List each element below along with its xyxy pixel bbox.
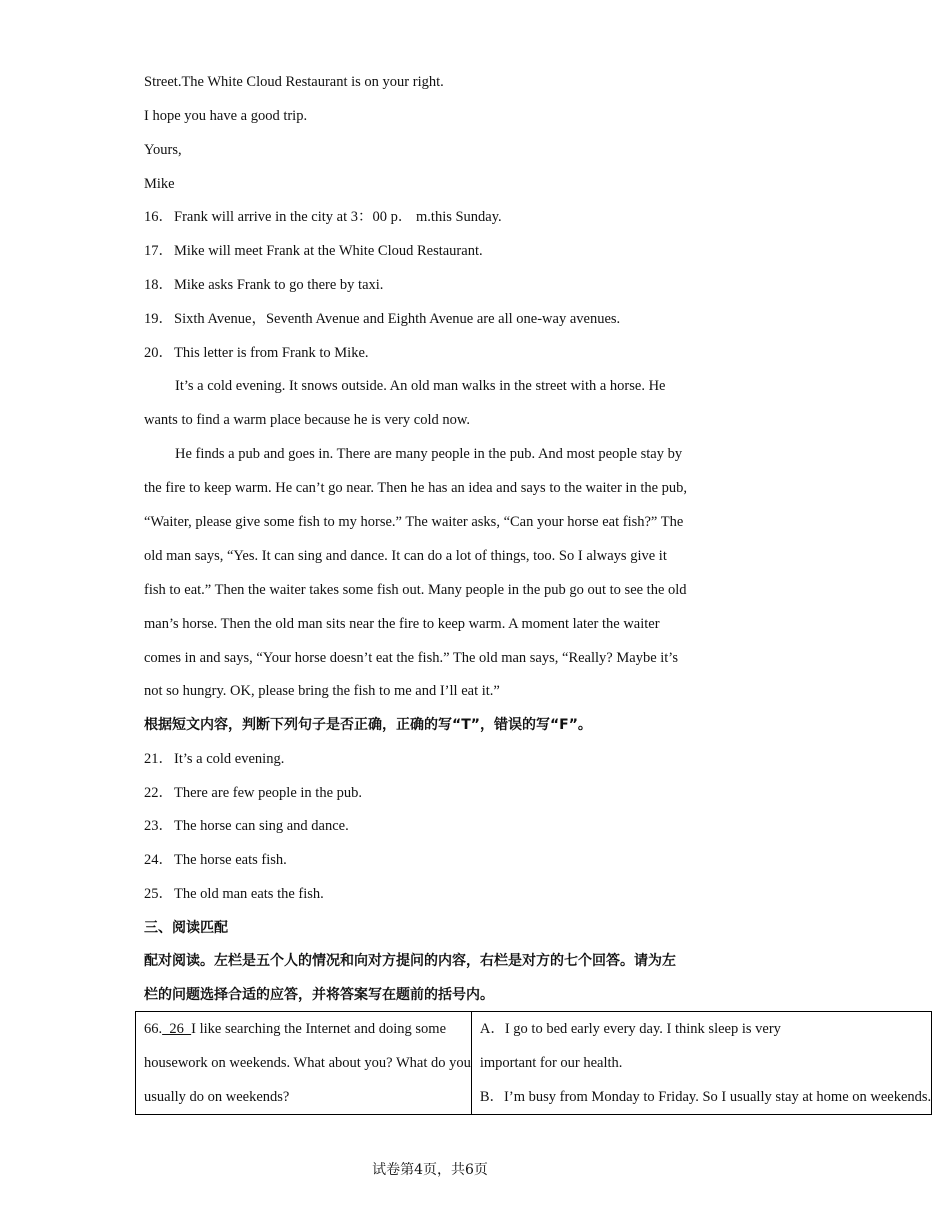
letter-signature: Mike xyxy=(144,176,175,192)
passage-line: not so hungry. OK, please bring the fish to me and I’ll eat it.” xyxy=(144,683,500,699)
question-18 xyxy=(144,275,383,295)
question-text: Frank will arrive in the city at 3：00 p． m.this Sunday. xyxy=(174,209,502,225)
question-number: 21． xyxy=(144,751,173,767)
question-number: 24． xyxy=(144,852,173,868)
passage-line: He finds a pub and goes in. There are many people in the pub. And most people stay by xyxy=(175,446,683,462)
question-number: 16． xyxy=(144,209,173,225)
question-23 xyxy=(144,816,349,836)
question-text: This letter is from Frank to Mike. xyxy=(174,345,369,361)
question-text: The horse eats fish. xyxy=(174,852,287,868)
letter-closing: Yours, xyxy=(144,142,182,158)
question-25 xyxy=(144,884,324,904)
passage-line: old man says, “Yes. It can sing and dance. It can do a lot of things, too. So I always give it xyxy=(144,548,667,564)
question-20 xyxy=(144,343,369,363)
question-text: Sixth Avenue，Seventh Avenue and Eighth Avenue are all one-way avenues. xyxy=(174,311,621,327)
question-number: 20． xyxy=(144,345,173,361)
item-text: I like searching the Internet and doing some xyxy=(191,1021,447,1037)
cell-line: usually do on weekends? xyxy=(144,1089,290,1105)
answer-blank: 26 xyxy=(162,1021,192,1037)
passage-line: comes in and says, “Your horse doesn’t eat the fish.” The old man says, “Really? Maybe it’s xyxy=(144,650,678,666)
passage-line: wants to find a warm place because he is very cold now. xyxy=(144,412,471,428)
item-number: 66. xyxy=(144,1021,163,1037)
letter-line: I hope you have a good trip. xyxy=(144,108,308,124)
question-24 xyxy=(144,850,287,870)
question-text: There are few people in the pub. xyxy=(174,785,363,801)
question-text: It’s a cold evening. xyxy=(174,751,285,767)
answer-option: important for our health. xyxy=(479,1055,623,1071)
passage-line: man’s horse. Then the old man sits near the fire to keep warm. A moment later the waiter xyxy=(144,616,660,632)
question-16 xyxy=(144,207,502,227)
question-text: Mike will meet Frank at the White Cloud Restaurant. xyxy=(174,243,483,259)
question-19 xyxy=(144,309,620,329)
question-21 xyxy=(144,749,284,769)
letter-line: Street.The White Cloud Restaurant is on your right. xyxy=(144,74,444,90)
question-17 xyxy=(144,241,483,261)
table-row xyxy=(136,1012,932,1115)
left-column-cell xyxy=(136,1012,472,1115)
question-text: The old man eats the fish. xyxy=(174,886,324,902)
page-footer: 试卷第4页，共6页 xyxy=(372,1162,488,1178)
question-text: Mike asks Frank to go there by taxi. xyxy=(174,277,384,293)
true-false-instruction: 根据短文内容，判断下列句子是否正确，正确的写“T”，错误的写“F”。 xyxy=(144,717,592,733)
answer-option: B．I’m busy from Monday to Friday. So I usually stay at home on weekends. xyxy=(479,1089,932,1105)
passage-line: the fire to keep warm. He can’t go near. Then he has an idea and says to the waiter in the pub, xyxy=(144,480,688,496)
question-number: 23． xyxy=(144,818,173,834)
question-number: 17． xyxy=(144,243,173,259)
right-column-cell xyxy=(471,1012,931,1115)
matching-table xyxy=(135,1011,932,1115)
answer-option: A．I go to bed early every day. I think sleep is very xyxy=(479,1021,781,1037)
cell-line: housework on weekends. What about you? What do you xyxy=(144,1055,471,1071)
section-instruction: 栏的问题选择合适的应答，并将答案写在题前的括号内。 xyxy=(144,987,494,1003)
question-22 xyxy=(144,783,362,803)
section-title: 三、阅读匹配 xyxy=(144,920,228,936)
question-number: 22． xyxy=(144,785,173,801)
passage-line: fish to eat.” Then the waiter takes some fish out. Many people in the pub go out to see the old xyxy=(144,582,687,598)
section-instruction: 配对阅读。左栏是五个人的情况和向对方提问的内容，右栏是对方的七个回答。请为左 xyxy=(144,953,676,969)
question-number: 18． xyxy=(144,277,173,293)
question-number: 19． xyxy=(144,311,173,327)
passage-line: “Waiter, please give some fish to my horse.” The waiter asks, “Can your horse eat fish?” The xyxy=(144,514,684,530)
passage-line: It’s a cold evening. It snows outside. An old man walks in the street with a horse. He xyxy=(175,378,666,394)
cell-line xyxy=(136,1012,471,1046)
question-text: The horse can sing and dance. xyxy=(174,818,349,834)
question-number: 25． xyxy=(144,886,173,902)
